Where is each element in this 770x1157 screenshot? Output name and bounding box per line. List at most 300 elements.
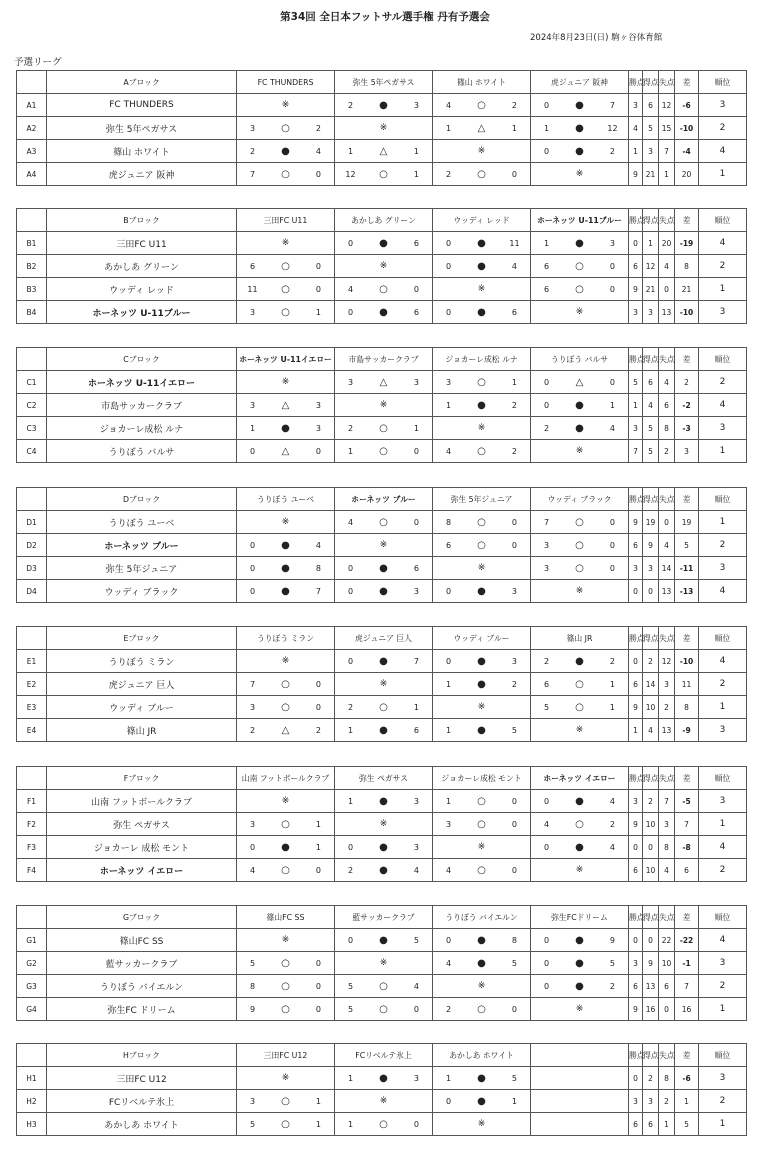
score-against: 12 (607, 123, 618, 133)
diff-header: 差 (675, 1044, 699, 1067)
result-cell (433, 394, 531, 417)
row-id: E4 (17, 719, 47, 742)
score-against: 6 (413, 238, 419, 248)
result-mark-icon: ○ (379, 168, 388, 180)
result-cell (335, 719, 433, 742)
score-for: 3 (347, 377, 354, 387)
result-cell (531, 650, 629, 673)
result-mark-icon: ● (575, 237, 584, 249)
goals-against: 1 (659, 1113, 675, 1136)
result-mark-icon: ● (575, 399, 584, 411)
score-box (531, 117, 628, 139)
team-row (17, 232, 747, 255)
opponent-header: ウッディ ブルー (433, 627, 531, 650)
goals-for: 0 (643, 580, 659, 603)
goals-against: 8 (659, 1067, 675, 1090)
opponent-header: ウッディ レッド (433, 209, 531, 232)
opponent-header: ジョカーレ成松 モント (433, 767, 531, 790)
block-header-row (17, 906, 747, 929)
goals-for-header: 得点 (643, 906, 659, 929)
score-box (237, 998, 334, 1020)
score-against: 11 (509, 238, 520, 248)
block-table (16, 766, 747, 882)
rank: 2 (699, 975, 747, 998)
goal-diff: -11 (675, 557, 699, 580)
score-for: 4 (347, 517, 354, 527)
row-id: G3 (17, 975, 47, 998)
result-mark-icon: ○ (575, 818, 584, 830)
goals-against: 6 (659, 394, 675, 417)
score-box (433, 1067, 530, 1089)
score-box (531, 278, 628, 300)
score-for: 0 (249, 842, 256, 852)
score-box (531, 557, 628, 579)
score-for: 1 (347, 1119, 354, 1129)
diff-header: 差 (675, 209, 699, 232)
score-box (335, 790, 432, 812)
self-match-mark: ※ (281, 935, 290, 945)
result-cell (433, 998, 531, 1021)
opponent-header: 虎ジュニア 阪神 (531, 71, 629, 94)
score-against: 4 (511, 261, 517, 271)
opponent-header: あかしあ ホワイト (433, 1044, 531, 1067)
goals-for: 3 (643, 140, 659, 163)
score-against: 4 (609, 796, 615, 806)
score-for: 3 (543, 540, 550, 550)
goals-against: 10 (659, 952, 675, 975)
opponent-header: 弥生 5年ジュニア (433, 488, 531, 511)
score-box (237, 673, 334, 695)
goals-for-header: 得点 (643, 348, 659, 371)
result-mark-icon: ● (477, 678, 486, 690)
result-cell (335, 998, 433, 1021)
team-name: うりぼう ユーベ (47, 511, 237, 534)
score-box (335, 975, 432, 997)
score-against: 2 (511, 400, 517, 410)
score-box (433, 511, 530, 533)
score-for: 1 (347, 796, 354, 806)
score-for: 0 (445, 307, 452, 317)
rank: 3 (699, 94, 747, 117)
score-against: 2 (511, 679, 517, 689)
points: 9 (629, 696, 643, 719)
score-for: 1 (445, 123, 452, 133)
self-match-mark: ※ (379, 123, 388, 133)
goals-for: 13 (643, 975, 659, 998)
points: 6 (629, 534, 643, 557)
result-cell (335, 278, 433, 301)
score-for: 6 (249, 261, 256, 271)
team-name: ホーネッツ ブルー (47, 534, 237, 557)
team-row (17, 255, 747, 278)
rank: 3 (699, 719, 747, 742)
header-empty (17, 488, 47, 511)
points: 0 (629, 929, 643, 952)
points-header: 勝点 (629, 767, 643, 790)
self-match-mark: ※ (477, 702, 486, 712)
self-match-mark: ※ (477, 284, 486, 294)
score-for: 0 (543, 958, 550, 968)
result-cell (335, 836, 433, 859)
team-row (17, 94, 747, 117)
score-box (531, 232, 628, 254)
team-row (17, 929, 747, 952)
result-cell (531, 859, 629, 882)
result-mark-icon: ● (477, 934, 486, 946)
team-row (17, 417, 747, 440)
team-row (17, 440, 747, 463)
block-name: Fブロック (47, 767, 237, 790)
score-box (433, 1090, 530, 1112)
result-cell (335, 859, 433, 882)
score-for: 0 (249, 446, 256, 456)
score-box (335, 929, 432, 951)
goals-against: 3 (659, 813, 675, 836)
result-cell (335, 790, 433, 813)
goal-diff: 5 (675, 534, 699, 557)
score-against: 7 (413, 656, 419, 666)
points: 9 (629, 998, 643, 1021)
result-cell (335, 417, 433, 440)
result-cell (237, 673, 335, 696)
score-against: 2 (609, 819, 615, 829)
team-name: あかしあ グリーン (47, 255, 237, 278)
rank: 1 (699, 511, 747, 534)
score-for: 4 (543, 819, 550, 829)
result-cell (531, 929, 629, 952)
result-cell (433, 371, 531, 394)
score-against: 0 (315, 865, 321, 875)
rank: 1 (699, 696, 747, 719)
score-box (335, 1113, 432, 1135)
score-for: 3 (249, 400, 256, 410)
rank: 1 (699, 1113, 747, 1136)
score-box (237, 163, 334, 185)
goal-diff: -10 (675, 117, 699, 140)
result-mark-icon: ● (575, 934, 584, 946)
goal-diff: 16 (675, 998, 699, 1021)
score-for: 0 (249, 563, 256, 573)
score-box (531, 790, 628, 812)
result-mark-icon: ○ (379, 701, 388, 713)
score-for: 0 (543, 842, 550, 852)
score-box (433, 371, 530, 393)
result-cell (237, 580, 335, 603)
score-box (335, 836, 432, 858)
score-against: 0 (511, 865, 517, 875)
team-row (17, 163, 747, 186)
result-cell (433, 534, 531, 557)
score-box (433, 998, 530, 1020)
opponent-header: ホーネッツ U-11イエロー (237, 348, 335, 371)
score-for: 0 (347, 586, 354, 596)
score-for: 4 (445, 100, 452, 110)
goal-diff: -22 (675, 929, 699, 952)
result-cell (531, 580, 629, 603)
result-cell (433, 836, 531, 859)
points: 1 (629, 394, 643, 417)
score-against: 0 (315, 981, 321, 991)
block-name: Eブロック (47, 627, 237, 650)
goal-diff: 7 (675, 975, 699, 998)
result-cell (433, 511, 531, 534)
result-cell (335, 673, 433, 696)
rank: 4 (699, 580, 747, 603)
score-for: 2 (543, 656, 550, 666)
result-cell (335, 813, 433, 836)
row-id: A2 (17, 117, 47, 140)
score-box (531, 140, 628, 162)
team-name: 藍サッカークラブ (47, 952, 237, 975)
result-mark-icon: ● (575, 422, 584, 434)
score-against: 0 (511, 819, 517, 829)
result-cell (433, 952, 531, 975)
score-against: 2 (315, 123, 321, 133)
result-cell (335, 140, 433, 163)
goal-diff: 2 (675, 371, 699, 394)
result-mark-icon: ○ (575, 562, 584, 574)
score-against: 1 (609, 400, 615, 410)
block-name: Bブロック (47, 209, 237, 232)
score-box (531, 673, 628, 695)
row-id: E1 (17, 650, 47, 673)
score-against: 0 (609, 377, 615, 387)
score-for: 0 (543, 935, 550, 945)
self-match-mark: ※ (477, 423, 486, 433)
score-against: 7 (315, 586, 321, 596)
points: 4 (629, 117, 643, 140)
score-against: 2 (511, 100, 517, 110)
score-for: 0 (347, 563, 354, 573)
score-box (433, 117, 530, 139)
score-against: 3 (315, 423, 321, 433)
goals-against: 2 (659, 696, 675, 719)
score-against: 0 (413, 284, 419, 294)
goal-diff: -19 (675, 232, 699, 255)
result-cell (531, 417, 629, 440)
points-header: 勝点 (629, 906, 643, 929)
score-against: 4 (609, 423, 615, 433)
goals-against: 8 (659, 417, 675, 440)
team-name: うりぼう バイエルン (47, 975, 237, 998)
score-for: 4 (249, 865, 256, 875)
result-cell (433, 417, 531, 440)
block-header-row (17, 488, 747, 511)
event-date-venue: 2024年8月23日(日) 駒ヶ谷体育館 (530, 33, 663, 43)
result-cell (335, 94, 433, 117)
team-row (17, 580, 747, 603)
result-cell (237, 117, 335, 140)
result-mark-icon: ● (575, 145, 584, 157)
score-box (531, 836, 628, 858)
team-row (17, 278, 747, 301)
result-mark-icon: △ (281, 724, 290, 736)
team-row (17, 1090, 747, 1113)
score-for: 6 (445, 540, 452, 550)
result-cell (433, 140, 531, 163)
row-id: B4 (17, 301, 47, 324)
score-against: 4 (413, 865, 419, 875)
result-mark-icon: ● (281, 841, 290, 853)
result-cell (335, 580, 433, 603)
row-id: A3 (17, 140, 47, 163)
rank: 4 (699, 929, 747, 952)
result-cell (433, 163, 531, 186)
team-row (17, 650, 747, 673)
result-mark-icon: ● (575, 122, 584, 134)
score-for: 3 (543, 563, 550, 573)
score-against: 0 (609, 284, 615, 294)
row-id: C3 (17, 417, 47, 440)
goals-against: 22 (659, 929, 675, 952)
score-for: 5 (347, 1004, 354, 1014)
result-mark-icon: ○ (379, 283, 388, 295)
goal-diff: 8 (675, 696, 699, 719)
result-mark-icon: ○ (281, 168, 290, 180)
score-against: 5 (609, 958, 615, 968)
team-row (17, 394, 747, 417)
result-cell (433, 650, 531, 673)
row-id: F4 (17, 859, 47, 882)
result-cell (237, 557, 335, 580)
score-against: 5 (511, 725, 517, 735)
result-mark-icon: ○ (575, 260, 584, 272)
goals-against: 0 (659, 998, 675, 1021)
team-name: ウッディ ブラック (47, 580, 237, 603)
score-against: 3 (315, 400, 321, 410)
team-name: 虎ジュニア 阪神 (47, 163, 237, 186)
result-mark-icon: ○ (379, 1003, 388, 1015)
result-mark-icon: △ (281, 399, 290, 411)
page-title: 第34回 全日本フットサル選手権 丹有予選会 (280, 11, 490, 23)
result-mark-icon: ● (477, 260, 486, 272)
team-name: 弥生 5年ペガサス (47, 117, 237, 140)
goals-for-header: 得点 (643, 71, 659, 94)
points: 0 (629, 836, 643, 859)
goals-against: 7 (659, 140, 675, 163)
result-cell (531, 117, 629, 140)
result-cell (433, 1113, 531, 1136)
team-name: うりぼう バルサ (47, 440, 237, 463)
result-mark-icon: ○ (477, 376, 486, 388)
goals-for: 3 (643, 557, 659, 580)
result-mark-icon: ○ (281, 122, 290, 134)
rank: 2 (699, 371, 747, 394)
points: 3 (629, 557, 643, 580)
goals-against: 0 (659, 511, 675, 534)
team-name: 弥生 5年ジュニア (47, 557, 237, 580)
row-id: C1 (17, 371, 47, 394)
result-cell (531, 1113, 629, 1136)
result-mark-icon: ● (477, 399, 486, 411)
team-name: ジョカーレ 成松 モント (47, 836, 237, 859)
result-mark-icon: ● (379, 585, 388, 597)
score-box (335, 696, 432, 718)
score-for: 2 (445, 169, 452, 179)
block-name: Hブロック (47, 1044, 237, 1067)
points: 0 (629, 580, 643, 603)
goals-against-header: 失点 (659, 1044, 675, 1067)
result-cell (433, 790, 531, 813)
goals-for: 10 (643, 859, 659, 882)
row-id: A4 (17, 163, 47, 186)
score-against: 5 (511, 958, 517, 968)
goals-against: 1 (659, 163, 675, 186)
opponent-header: 市島サッカークラブ (335, 348, 433, 371)
rank: 4 (699, 140, 747, 163)
self-match-mark: ※ (575, 725, 584, 735)
row-id: G4 (17, 998, 47, 1021)
result-cell (531, 719, 629, 742)
team-name: うりぼう ミラン (47, 650, 237, 673)
result-cell (237, 255, 335, 278)
result-cell (335, 696, 433, 719)
score-box (531, 696, 628, 718)
opponent-header: うりぼう バルサ (531, 348, 629, 371)
goals-against-header: 失点 (659, 209, 675, 232)
team-row (17, 859, 747, 882)
self-match-mark: ※ (575, 446, 584, 456)
result-cell (433, 696, 531, 719)
points: 0 (629, 232, 643, 255)
result-mark-icon: ○ (281, 864, 290, 876)
result-mark-icon: ● (575, 980, 584, 992)
result-mark-icon: ● (575, 99, 584, 111)
team-name: FC THUNDERS (47, 94, 237, 117)
score-for: 4 (445, 446, 452, 456)
team-name: ホーネッツ イエロー (47, 859, 237, 882)
score-against: 2 (609, 981, 615, 991)
goals-against: 4 (659, 255, 675, 278)
result-cell (433, 719, 531, 742)
result-cell (433, 929, 531, 952)
goals-for-header: 得点 (643, 767, 659, 790)
score-for: 9 (249, 1004, 256, 1014)
score-for: 1 (249, 423, 256, 433)
result-cell (237, 94, 335, 117)
goal-diff: 7 (675, 813, 699, 836)
score-for: 2 (347, 423, 354, 433)
score-against: 5 (511, 1073, 517, 1083)
self-match-mark: ※ (477, 842, 486, 852)
score-box (433, 394, 530, 416)
team-name: ウッディ レッド (47, 278, 237, 301)
goals-for: 5 (643, 440, 659, 463)
result-mark-icon: ○ (477, 864, 486, 876)
points: 3 (629, 790, 643, 813)
self-match-mark: ※ (281, 796, 290, 806)
team-name: 弥生 ペガサス (47, 813, 237, 836)
goals-against-header: 失点 (659, 906, 675, 929)
points: 1 (629, 719, 643, 742)
result-mark-icon: ● (379, 724, 388, 736)
result-cell (237, 813, 335, 836)
goals-for: 3 (643, 301, 659, 324)
goal-diff: -10 (675, 301, 699, 324)
opponent-header: ウッディ ブラック (531, 488, 629, 511)
goals-for: 16 (643, 998, 659, 1021)
result-cell (433, 301, 531, 324)
score-box (237, 534, 334, 556)
result-cell (237, 836, 335, 859)
score-box (237, 696, 334, 718)
goals-for: 5 (643, 417, 659, 440)
opponent-header: あかしあ グリーン (335, 209, 433, 232)
score-against: 0 (609, 261, 615, 271)
result-mark-icon: ● (379, 562, 388, 574)
rank: 3 (699, 1067, 747, 1090)
score-for: 0 (347, 238, 354, 248)
